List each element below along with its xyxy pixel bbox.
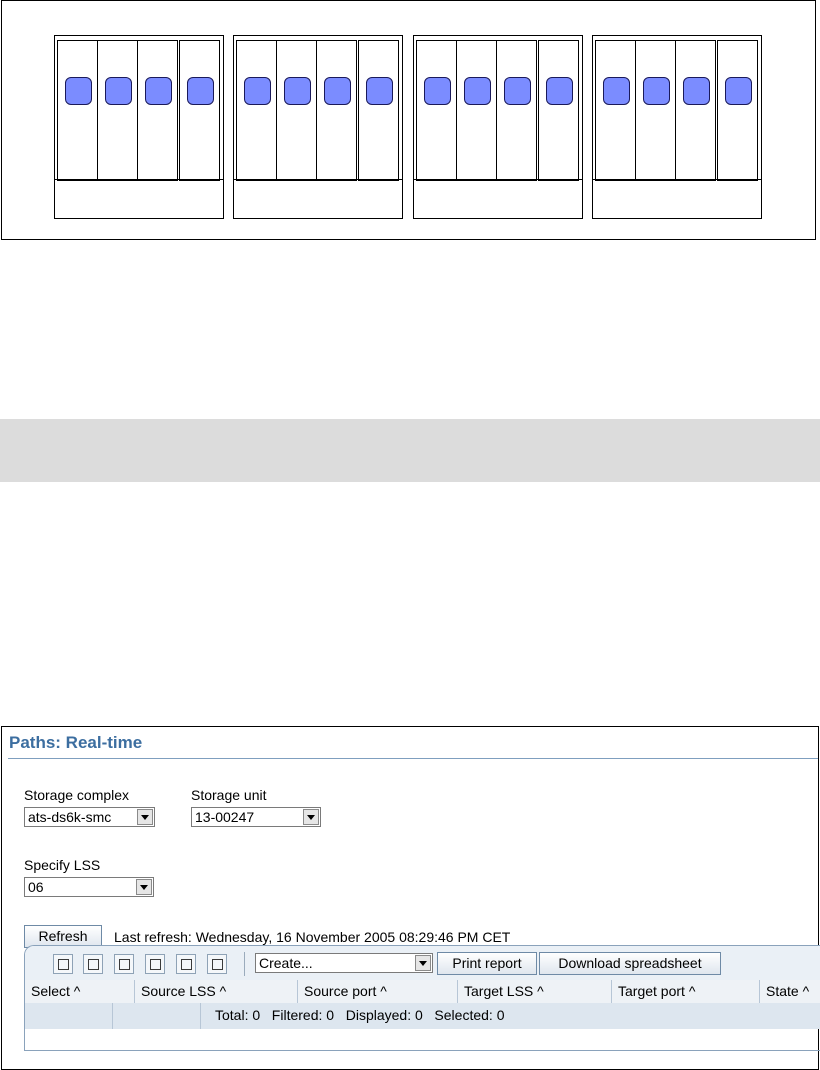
table-summary-text: Total: 0 Filtered: 0 Displayed: 0 Selected: 0 [215,1007,505,1023]
lss-value: 06 [28,879,44,895]
disk-slot [179,40,220,181]
separator-band [0,419,820,482]
drive-led-icon [244,77,271,105]
disk-slot [416,40,457,181]
drive-led-icon [105,77,132,105]
table-toolbar [25,946,820,981]
enclosure [54,35,224,219]
deselect-all-icon[interactable] [83,954,103,974]
toolbar-divider [244,952,245,976]
drive-led-icon [603,77,630,105]
summary-cell [113,1003,201,1029]
clear-filters-icon[interactable] [145,954,165,974]
drive-led-icon [504,77,531,105]
drive-led-icon [284,77,311,105]
storage-complex-label: Storage complex [24,787,130,803]
storage-complex-select[interactable] [24,807,155,827]
drive-led-icon [546,77,573,105]
action-select[interactable] [255,953,433,973]
drive-led-icon [643,77,670,105]
enclosure-base [234,179,402,218]
drive-led-icon [725,77,752,105]
storage-unit-value: 13-00247 [195,809,255,825]
column-header-target-lss[interactable]: Target LSS ^ [458,980,612,1003]
paths-table [24,945,820,1051]
disk-slot [137,40,178,181]
enclosure [413,35,583,219]
chevron-down-icon[interactable] [415,955,431,971]
table-header-row [25,980,820,1004]
action-select-value: Create... [259,955,313,971]
chevron-down-icon[interactable] [137,809,153,825]
clear-sort-icon[interactable] [207,954,227,974]
drive-led-icon [424,77,451,105]
disk-slot [717,40,758,181]
chevron-down-icon[interactable] [136,879,152,895]
disk-slot [496,40,537,181]
storage-complex-value: ats-ds6k-smc [28,809,112,825]
paths-realtime-panel [1,726,819,1070]
storage-unit-select[interactable] [191,807,321,827]
lss-select[interactable] [24,877,154,897]
drive-led-icon [145,77,172,105]
title-divider [8,758,818,759]
disk-slot [538,40,579,181]
disk-slot [358,40,399,181]
storage-enclosure-diagram [1,0,816,240]
disk-slot [316,40,357,181]
drive-led-icon [366,77,393,105]
disk-slot [456,40,497,181]
edit-sort-icon[interactable] [176,954,196,974]
show-filter-row-icon[interactable] [114,954,134,974]
drive-led-icon [464,77,491,105]
column-header-source-lss[interactable]: Source LSS ^ [135,980,298,1003]
disk-slot [675,40,716,181]
enclosure-base [55,179,223,218]
drive-led-icon [324,77,351,105]
table-summary-row [25,1003,820,1029]
last-refresh-text: Last refresh: Wednesday, 16 November 2005 08:29:46 PM CET [114,929,511,945]
refresh-button[interactable]: Refresh [24,925,102,948]
page-title: Paths: Real-time [9,733,143,752]
drive-led-icon [683,77,710,105]
storage-unit-label: Storage unit [191,787,267,803]
enclosure-base [414,179,582,218]
disk-slot [635,40,676,181]
disk-slot [57,40,98,181]
disk-slot [236,40,277,181]
drive-led-icon [65,77,92,105]
download-spreadsheet-button[interactable]: Download spreadsheet [539,952,721,975]
chevron-down-icon[interactable] [303,809,319,825]
summary-cell [25,1003,113,1029]
column-header-source-port[interactable]: Source port ^ [298,980,458,1003]
print-report-button[interactable]: Print report [437,952,537,975]
disk-slot [595,40,636,181]
drive-led-icon [187,77,214,105]
disk-slot [97,40,138,181]
specify-lss-label: Specify LSS [24,857,101,873]
enclosure [233,35,403,219]
column-header-target-port[interactable]: Target port ^ [612,980,760,1003]
column-header-select[interactable]: Select ^ [25,980,135,1003]
column-header-state[interactable]: State ^ [766,983,810,999]
disk-slot [276,40,317,181]
enclosure-base [593,179,761,218]
select-all-icon[interactable] [53,954,73,974]
enclosure [592,35,762,219]
